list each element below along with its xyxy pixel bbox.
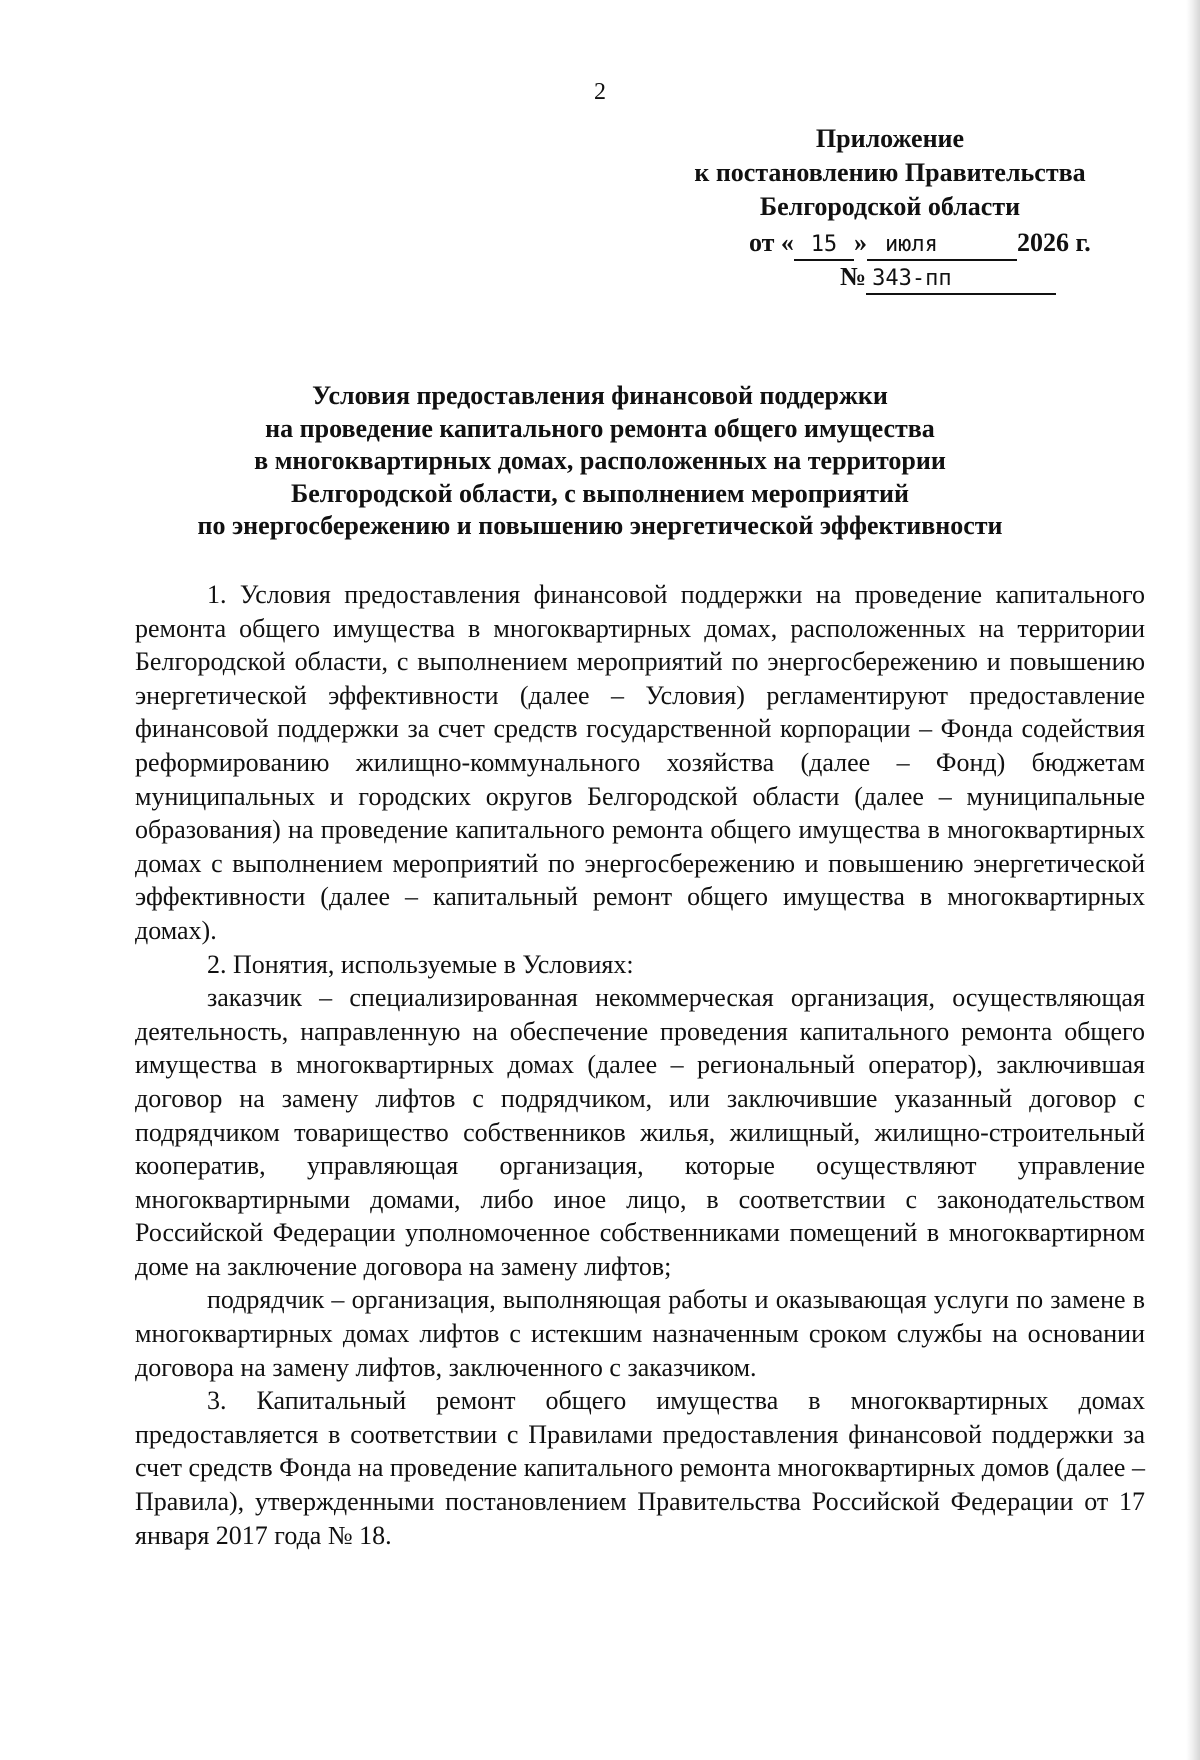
annex-date-line [749,226,1091,261]
annex-number-line [840,260,1056,295]
date-year: 2026 г. [1016,228,1091,257]
date-mid: » [853,228,867,257]
title-line: по энергосбережению и повышению энергетической эффективности [197,511,1003,540]
page-number: 2 [594,79,606,105]
paragraph-1: 1. Условия предоставления финансовой поддержки на проведение капитального ремонта общего имущества в многоквартирных домах, расположенных на территории Белгородской области, с выполнением мероприятий по энергосбережению и повышению энергетической эффективности (далее – Условия) регламентируют предоставление финансовой поддержки за счет средств государственной корпорации – Фонда содействия реформированию жилищно-коммунального хозяйства (далее – Фонд) бюджетам муниципальных и городских округов Белгородской области (далее – муниципальные образования) на проведение капитального ремонта общего имущества в многоквартирных домах с выполнением мероприятий по энергосбережению и повышению энергетической эффективности (далее – капитальный ремонт общего имущества в многоквартирных домах). [135,580,1145,945]
paragraph-2: 2. Понятия, используемые в Условиях: [207,949,634,979]
title-line: на проведение капитального ремонта общего имущества [265,413,935,443]
annex-line-region: Белгородской области [759,192,1021,221]
page-edge-shadow [1186,0,1200,1760]
title-line: Условия предоставления финансовой поддержки [312,381,888,410]
document-title [130,380,1070,543]
annex-header [640,122,1140,224]
title-line: в многоквартирных домах, расположенных на территории [254,446,946,475]
definition-contractor: подрядчик – организация, выполняющая работы и оказывающая услуги по замене в многоквартирных домах лифтов с истекшим назначенным сроком службы на основании договора на замену лифтов, заключенного с заказчиком. [135,1285,1145,1382]
number-prefix: № [840,262,867,291]
definition-customer: заказчик – специализированная некоммерческая организация, осуществляющая деятельность, направленную на обеспечение проведения капитального ремонта общего имущества в многоквартирных домах (далее – региональный оператор), заключившая договор на замену лифтов с подрядчиком, или заключившие указанный договор с подрядчиком товарищество собственников жилья, жилищный, жилищно-строительный кооператив, управляющая организация, которые осуществляют управление многоквартирными домами, либо иное лицо, в соответствии с законодательством Российской Федерации уполномоченное собственниками помещений в многоквартирном доме на заключение договора на замену лифтов; [135,983,1145,1281]
date-prefix: от « [749,228,794,257]
document-number: 343-пп [866,265,1056,295]
document-body [135,578,1145,1552]
date-month: июля [867,231,1017,261]
paragraph-3: 3. Капитальный ремонт общего имущества в многоквартирных домах предоставляется в соответствии с Правилами предоставления финансовой поддержки за счет средств Фонда на проведение капитального ремонта многоквартирных домов (далее – Правила), утвержденными постановлением Правительства Российской Федерации от 17 января 2017 года № 18. [135,1386,1145,1550]
annex-title: Приложение [815,124,965,153]
title-line: Белгородской области, с выполнением мероприятий [291,478,909,508]
date-day: 15 [794,231,854,261]
annex-line-resolution: к постановлению Правительства [694,158,1086,187]
